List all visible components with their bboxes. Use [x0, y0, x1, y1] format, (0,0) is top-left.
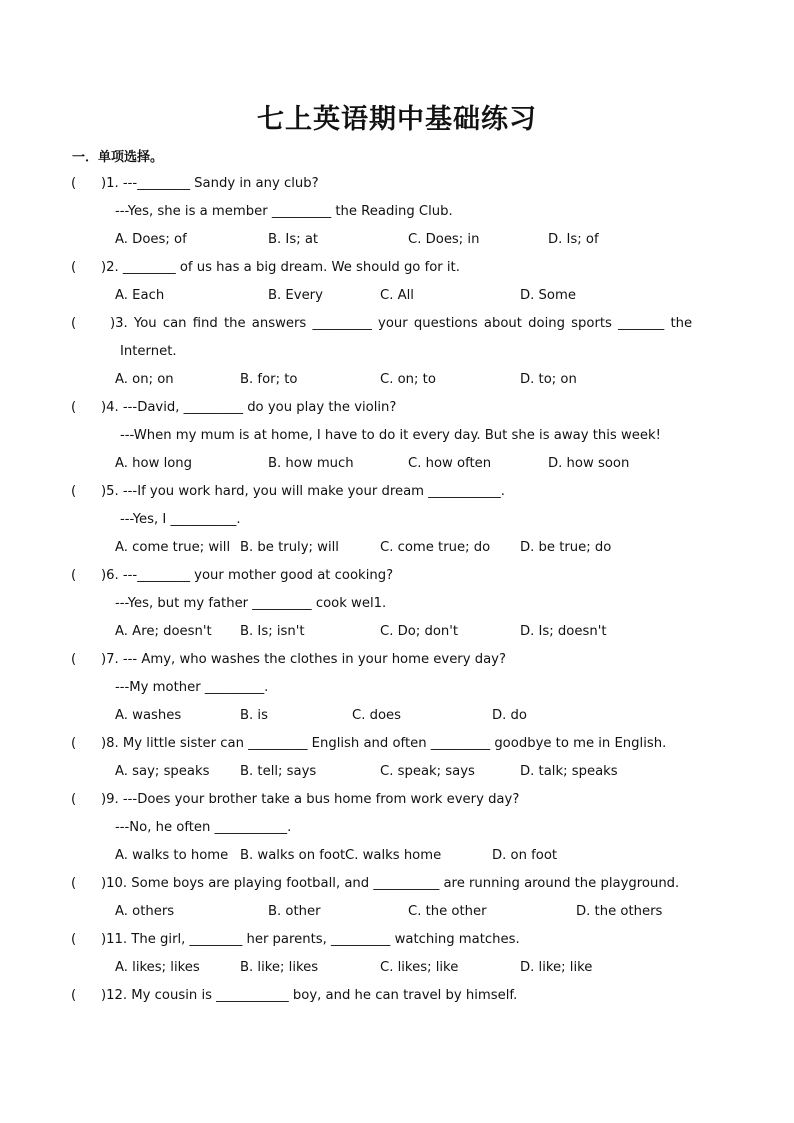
section-heading: 一．单项选择。: [72, 150, 164, 165]
option-c: C. Do; don't: [380, 624, 459, 639]
answer-bracket: (: [71, 932, 77, 947]
option-c: C. how often: [408, 456, 492, 471]
option-d: D. how soon: [548, 456, 630, 471]
option-d: D. to; on: [520, 372, 577, 387]
page-title: 七上英语期中基础练习: [257, 104, 537, 135]
answer-bracket: (: [71, 316, 77, 331]
answer-bracket: (: [71, 988, 77, 1003]
option-d: D. on foot: [492, 848, 558, 863]
question-4-line2: ---When my mum is at home, I have to do it every day. But she is away this week!: [120, 428, 661, 443]
option-a: A. Does; of: [115, 232, 187, 247]
option-a: A. how long: [115, 456, 193, 471]
answer-bracket: (: [71, 876, 77, 891]
option-a: A. say; speaks: [115, 764, 210, 779]
question-7-line2: ---My mother _________.: [115, 680, 269, 695]
option-a: A. Are; doesn't: [115, 624, 212, 639]
question-2-stem: )2. ________ of us has a big dream. We should go for it.: [101, 260, 460, 275]
option-d: D. talk; speaks: [520, 764, 618, 779]
answer-bracket: (: [71, 400, 77, 415]
option-b: B. how much: [268, 456, 354, 471]
answer-bracket: (: [71, 568, 77, 583]
question-10-stem: )10. Some boys are playing football, and __________ are running around the playground.: [101, 876, 680, 891]
option-d: D. like; like: [520, 960, 593, 975]
answer-bracket: (: [71, 484, 77, 499]
option-a: A. walks to home: [115, 848, 229, 863]
question-1-line2: ---Yes, she is a member _________ the Reading Club.: [115, 204, 453, 219]
option-d: D. be true; do: [520, 540, 612, 555]
answer-bracket: (: [71, 260, 77, 275]
question-7-stem: )7. --- Amy, who washes the clothes in your home every day?: [101, 652, 506, 667]
question-8-stem: )8. My little sister can _________ English and often _________ goodbye to me in English.: [101, 736, 667, 751]
option-c: C. the other: [408, 904, 487, 919]
question-1-stem: )1. ---________ Sandy in any club?: [101, 176, 319, 191]
option-b: B. tell; says: [240, 764, 317, 779]
option-c: C. Does; in: [408, 232, 480, 247]
answer-bracket: (: [71, 652, 77, 667]
question-12-stem: )12. My cousin is ___________ boy, and he can travel by himself.: [101, 988, 518, 1003]
option-c: C. All: [380, 288, 414, 303]
option-d: D. do: [492, 708, 527, 723]
option-a: A. Each: [115, 288, 165, 303]
question-9-stem: )9. ---Does your brother take a bus home from work every day?: [101, 792, 520, 807]
answer-bracket: (: [71, 792, 77, 807]
question-11-stem: )11. The girl, ________ her parents, _________ watching matches.: [101, 932, 520, 947]
option-c: C. does: [352, 708, 402, 723]
option-b: B. be truly; will: [240, 540, 339, 555]
question-6-line2: ---Yes, but my father _________ cook wel1.: [115, 596, 387, 611]
option-b: B. walks on foot: [240, 848, 346, 863]
option-a: A. come true; will: [115, 540, 231, 555]
option-b: B. Is; at: [268, 232, 319, 247]
option-b: B. other: [268, 904, 321, 919]
answer-bracket: (: [71, 176, 77, 191]
option-d: D. Is; doesn't: [520, 624, 607, 639]
option-c: C. on; to: [380, 372, 436, 387]
option-d: D. Is; of: [548, 232, 599, 247]
option-b: B. for; to: [240, 372, 298, 387]
question-3-stem: )3. You can find the answers _________ your questions about doing sports _______ the: [110, 316, 693, 331]
option-d: D. the others: [576, 904, 663, 919]
option-d: D. Some: [520, 288, 576, 303]
option-b: B. like; likes: [240, 960, 319, 975]
question-5-stem: )5. ---If you work hard, you will make your dream ___________.: [101, 484, 505, 499]
option-b: B. Every: [268, 288, 323, 303]
question-6-stem: )6. ---________ your mother good at cooking?: [101, 568, 394, 583]
option-a: A. likes; likes: [115, 960, 200, 975]
question-3-line2: Internet.: [120, 344, 177, 359]
option-c: C. likes; like: [380, 960, 459, 975]
question-9-line2: ---No, he often ___________.: [115, 820, 292, 835]
option-c: C. come true; do: [380, 540, 491, 555]
answer-bracket: (: [71, 736, 77, 751]
question-5-line2: ---Yes, I __________.: [120, 512, 241, 527]
option-a: A. washes: [115, 708, 182, 723]
option-c: C. speak; says: [380, 764, 475, 779]
option-c: C. walks home: [345, 848, 442, 863]
option-a: A. others: [115, 904, 175, 919]
option-b: B. Is; isn't: [240, 624, 305, 639]
question-4-stem: )4. ---David, _________ do you play the violin?: [101, 400, 397, 415]
option-a: A. on; on: [115, 372, 174, 387]
option-b: B. is: [240, 708, 268, 723]
